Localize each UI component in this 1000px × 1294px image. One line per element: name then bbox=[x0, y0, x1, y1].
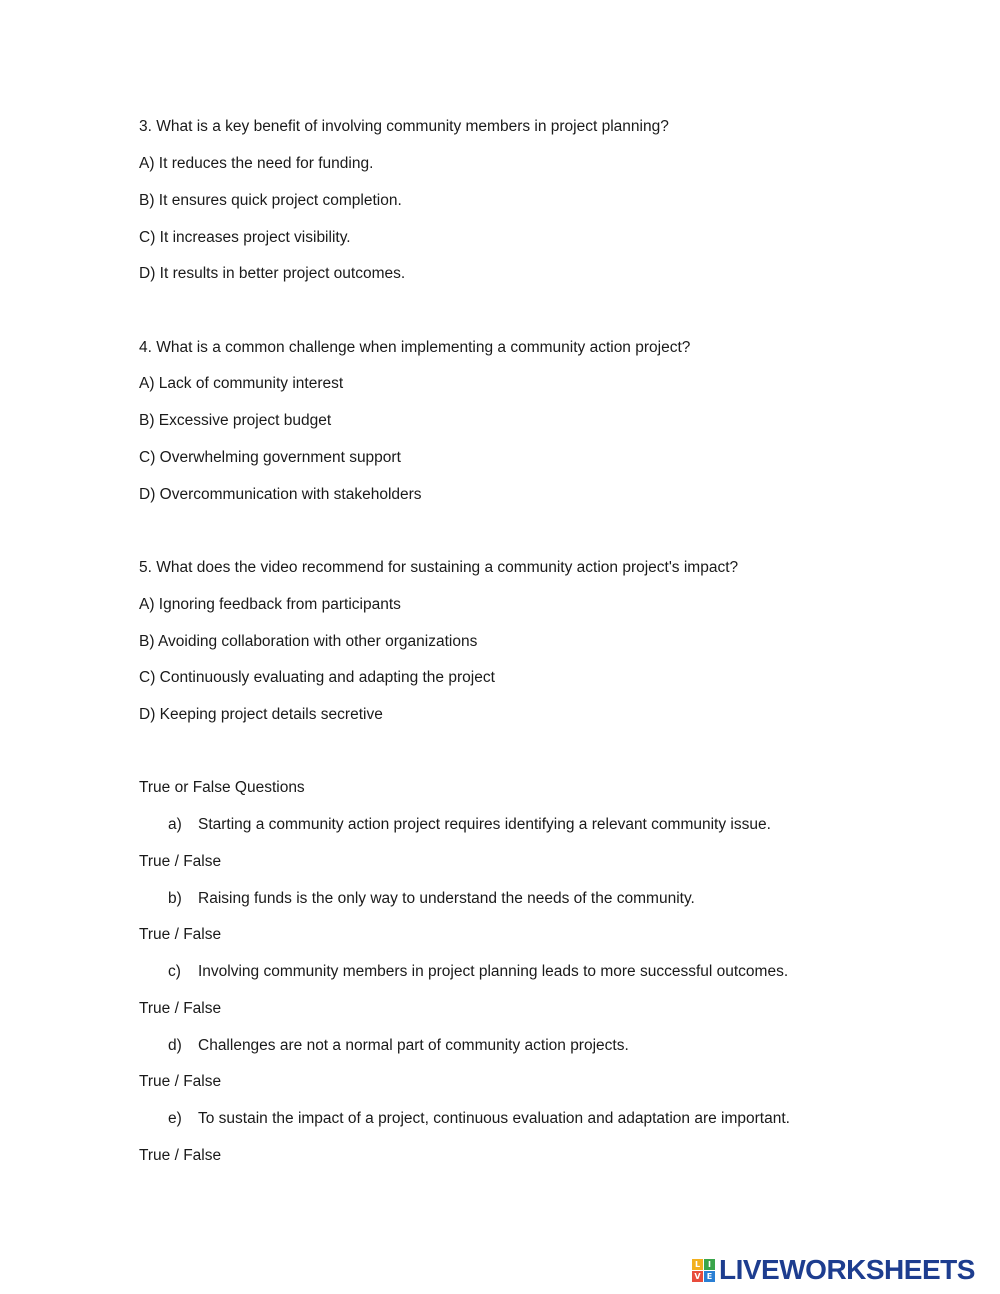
logo-mark-letter: V bbox=[692, 1271, 703, 1282]
question-5-prompt: 5. What does the video recommend for sustaining a community action project's impact? bbox=[139, 559, 739, 576]
tf-answer-b[interactable]: True / False bbox=[139, 926, 222, 943]
question-5-option-b[interactable]: B) Avoiding collaboration with other organizations bbox=[139, 633, 478, 650]
tf-item-statement: Raising funds is the only way to understand the needs of the community. bbox=[198, 890, 695, 907]
question-3-option-a[interactable]: A) It reduces the need for funding. bbox=[139, 155, 374, 172]
tf-item-letter: e) bbox=[168, 1110, 182, 1127]
tf-item-statement: Involving community members in project planning leads to more successful outcomes. bbox=[198, 963, 789, 980]
question-4-option-b[interactable]: B) Excessive project budget bbox=[139, 412, 332, 429]
question-5-option-c[interactable]: C) Continuously evaluating and adapting the project bbox=[139, 669, 495, 686]
question-3-prompt: 3. What is a key benefit of involving community members in project planning? bbox=[139, 118, 669, 135]
tf-item-statement: To sustain the impact of a project, continuous evaluation and adaptation are important. bbox=[198, 1110, 790, 1127]
tf-item-statement: Challenges are not a normal part of community action projects. bbox=[198, 1037, 629, 1054]
tf-item-statement: Starting a community action project requires identifying a relevant community issue. bbox=[198, 816, 771, 833]
tf-answer-e[interactable]: True / False bbox=[139, 1147, 222, 1164]
logo-mark-letter: I bbox=[704, 1259, 715, 1270]
logo-mark-letter: E bbox=[704, 1271, 715, 1282]
logo-mark-icon bbox=[692, 1259, 715, 1282]
tf-item-c bbox=[168, 962, 788, 982]
question-3-option-b[interactable]: B) It ensures quick project completion. bbox=[139, 192, 402, 209]
question-3-option-d[interactable]: D) It results in better project outcomes. bbox=[139, 265, 406, 282]
logo-text: LIVEWORKSHEETS bbox=[719, 1254, 975, 1285]
question-4-option-c[interactable]: C) Overwhelming government support bbox=[139, 449, 401, 466]
tf-item-letter: a) bbox=[168, 816, 182, 833]
liveworksheets-logo bbox=[692, 1254, 975, 1286]
tf-item-letter: c) bbox=[168, 963, 181, 980]
logo-mark-letter: L bbox=[692, 1259, 703, 1270]
question-5-option-d[interactable]: D) Keeping project details secretive bbox=[139, 706, 383, 723]
question-4-option-d[interactable]: D) Overcommunication with stakeholders bbox=[139, 486, 422, 503]
tf-item-a bbox=[168, 815, 771, 835]
tf-item-e bbox=[168, 1109, 790, 1129]
tf-item-letter: d) bbox=[168, 1037, 182, 1054]
question-5-option-a[interactable]: A) Ignoring feedback from participants bbox=[139, 596, 401, 613]
true-false-heading: True or False Questions bbox=[139, 779, 305, 796]
tf-answer-a[interactable]: True / False bbox=[139, 853, 222, 870]
tf-answer-c[interactable]: True / False bbox=[139, 1000, 222, 1017]
tf-answer-d[interactable]: True / False bbox=[139, 1073, 222, 1090]
tf-item-d bbox=[168, 1036, 629, 1056]
question-4-option-a[interactable]: A) Lack of community interest bbox=[139, 375, 344, 392]
question-3-option-c[interactable]: C) It increases project visibility. bbox=[139, 229, 351, 246]
tf-item-letter: b) bbox=[168, 890, 182, 907]
tf-item-b bbox=[168, 889, 695, 909]
question-4-prompt: 4. What is a common challenge when implementing a community action project? bbox=[139, 339, 691, 356]
